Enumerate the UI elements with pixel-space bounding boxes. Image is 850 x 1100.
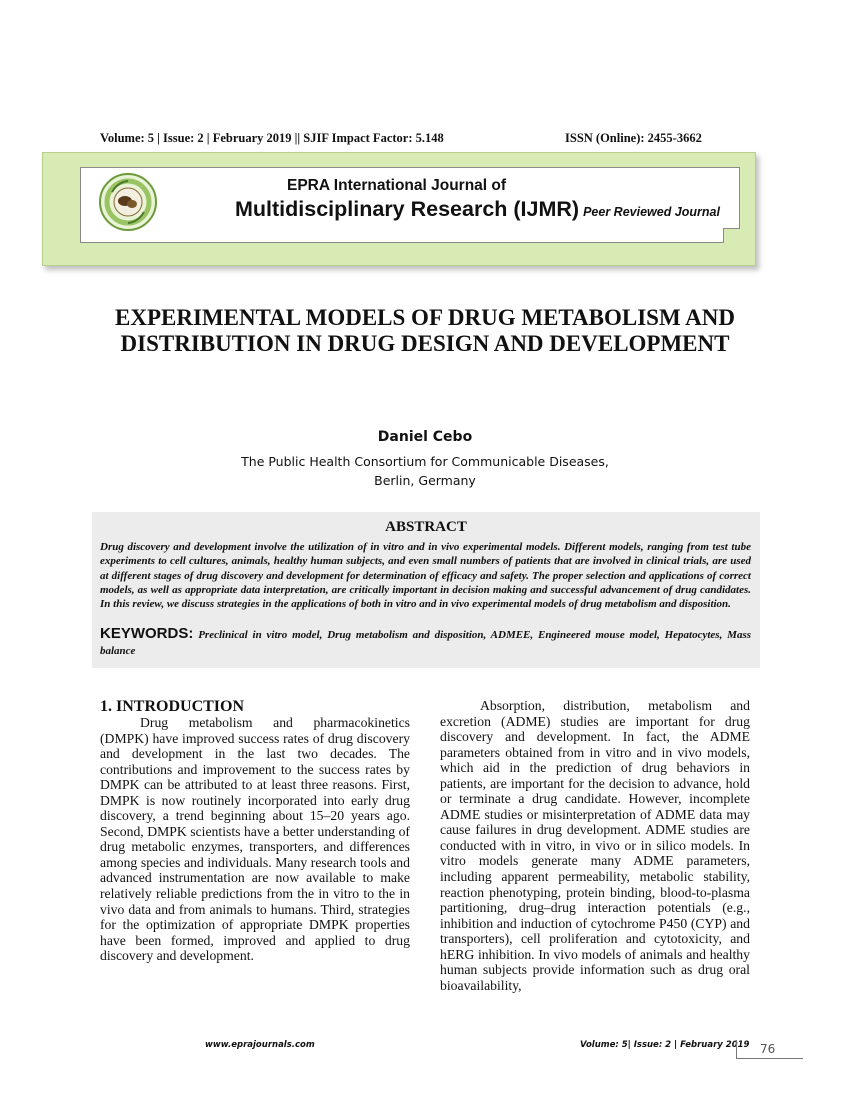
- affiliation-line-2: Berlin, Germany: [374, 473, 476, 488]
- journal-issue-info: Volume: 5 | Issue: 2 | February 2019 || SJIF Impact Factor: 5.148: [100, 131, 444, 145]
- footer-issue: Volume: 5| Issue: 2 | February 2019: [580, 1040, 750, 1050]
- journal-name-line1: EPRA International Journal of: [287, 177, 507, 194]
- right-column: [440, 698, 750, 993]
- journal-name-line2: [235, 197, 720, 222]
- footer-website: www.eprajournals.com: [205, 1040, 315, 1050]
- journal-logo-icon: [98, 172, 158, 232]
- page-number: 76: [760, 1042, 776, 1056]
- peer-reviewed-label: Peer Reviewed Journal: [583, 205, 720, 219]
- abstract-heading: ABSTRACT: [385, 519, 467, 535]
- adme-paragraph: Absorption, distribution, metabolism and excretion (ADME) studies are important for drug discovery and development. In fact, the ADME parameters obtained from in vitro and in vivo models, which aid in the prediction of drug behaviors in patients, are important for the decision to advance, hold or terminate a drug candidate. However, incomplete ADME studies or misinterpretation of ADME data may cause failures in drug development. ADME studies are conducted with in vitro, in vivo or in silico models. In vitro models generate many ADME parameters, including apparent permeability, metabolic stability, reaction phenotyping, protein binding, blood-to-plasma partitioning, drug–drug interaction potentials (e.g., inhibition and induction of cytochrome P450 (CYP) and transporters), cell proliferation and cytotoxicity, and hERG inhibition. In vivo models of animals and healthy human subjects provide information such as drug oral bioavailability,: [440, 698, 750, 993]
- keywords-text: Preclinical in vitro model, Drug metabolism and disposition, ADMEE, Engineered mouse model, Hepatocytes, Mass balance: [100, 629, 752, 657]
- abstract-text: Drug discovery and development involve the utilization of in vitro and in vivo experimental models. Different models, ranging from test tube experiments to cell cultures, animals, healthy human subjects, and even small numbers of patients that are involved in clinical trials, are used at different stages of drug discovery and development for determination of efficacy and safety. The proper selection and applications of correct models, as well as appropriate data interpretation, are critically important in decision making and successful advancement of drug candidates. In this review, we discuss strategies in the applications of both in vitro and in vivo experimental models of drug metabolism and disposition.: [100, 541, 751, 611]
- keywords-label: KEYWORDS:: [100, 625, 194, 642]
- section-heading: 1. INTRODUCTION: [100, 698, 245, 715]
- affiliation-line-1: The Public Health Consortium for Communicable Diseases,: [241, 454, 609, 469]
- intro-paragraph: Drug metabolism and pharmacokinetics (DMPK) have improved success rates of drug discovery and development in the last two decades. The contributions and improvement to the success rates by DMPK can be attributed to at least three reasons. First, DMPK is now routinely incorporated into early drug discovery, a trend beginning about 15–20 years ago. Second, DMPK scientists have a better understanding of drug metabolic enzymes, transporters, and differences among species and individuals. Many research tools and advanced instrumentation are now available to make relatively reliable predictions from the in vitro to the in vivo data and from animals to humans. Third, strategies for the optimization of appropriate DMPK properties have been formed, improved and applied to drug discovery and development.: [100, 715, 410, 964]
- issn-info: ISSN (Online): 2455-3662: [565, 131, 702, 145]
- paper-title: EXPERIMENTAL MODELS OF DRUG METABOLISM AND DISTRIBUTION IN DRUG DESIGN AND DEVELOPMENT: [115, 305, 735, 356]
- author-affiliation: [0, 452, 850, 490]
- keywords: [100, 626, 751, 659]
- left-column: [100, 698, 410, 964]
- banner-page-fold: [723, 228, 740, 243]
- journal-name-main: Multidisciplinary Research (IJMR): [235, 197, 580, 221]
- author-name: Daniel Cebo: [377, 429, 473, 445]
